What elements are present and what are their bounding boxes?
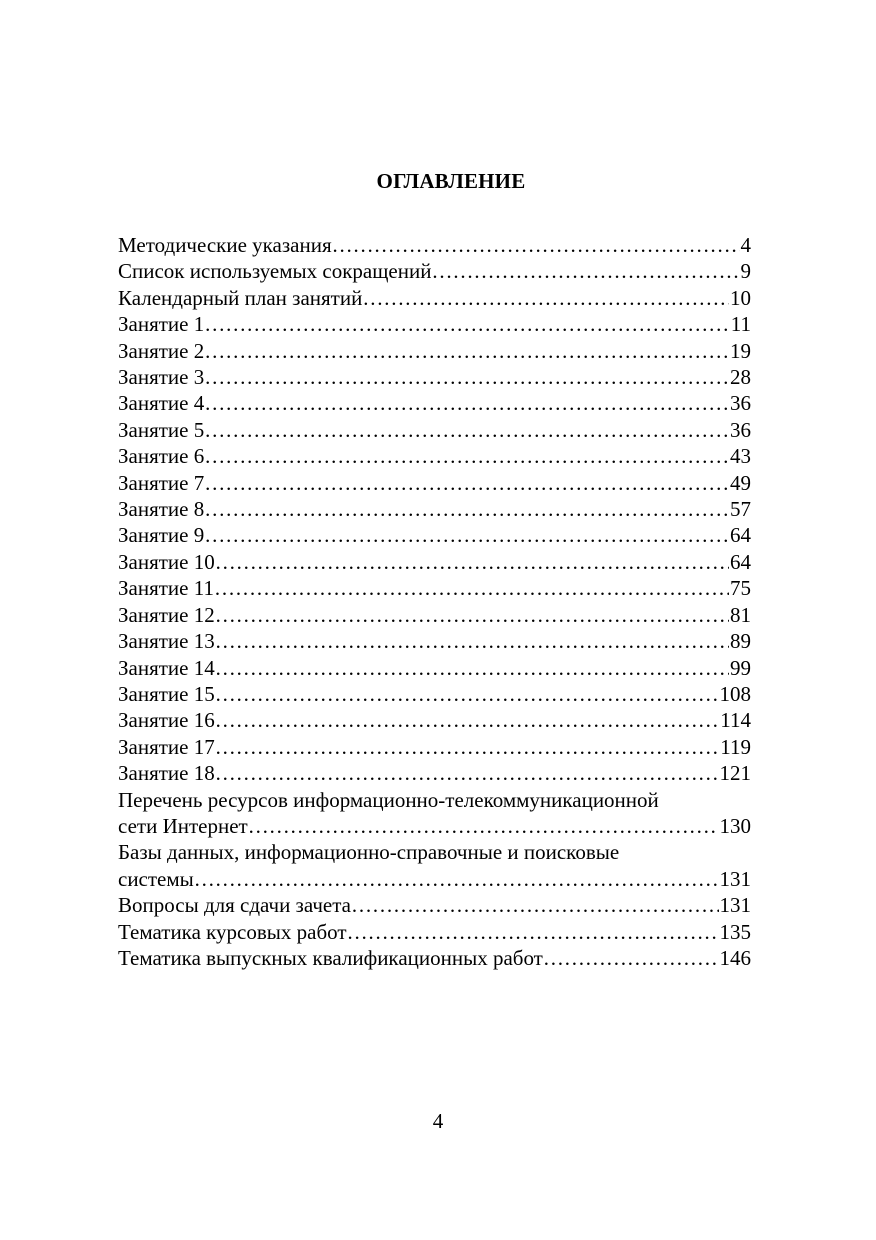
page-title: ОГЛАВЛЕНИЕ [376, 169, 526, 194]
toc-dot-leader [214, 575, 729, 601]
toc-entry-title: Занятие 13 [118, 629, 215, 654]
toc-entry-line [118, 628, 751, 654]
toc-entry-title: системы [118, 866, 194, 891]
toc-entry-title-line1: Перечень ресурсов информационно-телекоммуникационной [118, 787, 659, 812]
toc-entry[interactable] [118, 364, 751, 390]
toc-dot-leader [204, 364, 729, 390]
toc-entry-page: 146 [719, 945, 751, 970]
toc-entry-title: Занятие 15 [118, 681, 215, 706]
toc-dot-leader [543, 945, 719, 971]
toc-entry[interactable] [118, 285, 751, 311]
toc-entry-page: 49 [730, 470, 751, 495]
toc-dot-leader [204, 417, 729, 443]
toc-entry[interactable] [118, 919, 751, 945]
toc-entry-line [118, 258, 751, 284]
toc-entry-page: 36 [730, 391, 751, 416]
toc-entry-title: Занятие 10 [118, 549, 215, 574]
toc-entry-line [118, 522, 751, 548]
toc-entry[interactable] [118, 232, 751, 258]
table-of-contents [118, 232, 751, 971]
toc-entry[interactable] [118, 390, 751, 416]
toc-entry-line [118, 734, 751, 760]
toc-entry-title: Занятие 17 [118, 734, 215, 759]
toc-entry-page: 135 [719, 919, 751, 944]
toc-entry[interactable] [118, 522, 751, 548]
toc-entry-title: сети Интернет [118, 813, 248, 838]
toc-entry-page: 131 [719, 866, 751, 891]
toc-entry-title: Тематика выпускных квалификационных работ [118, 945, 543, 970]
toc-entry[interactable] [118, 496, 751, 522]
toc-entry-title: Занятие 8 [118, 497, 205, 522]
toc-dot-leader [204, 470, 729, 496]
toc-entry-page: 108 [719, 681, 751, 706]
toc-entry-title: Занятие 6 [118, 444, 205, 469]
toc-entry-title: Занятие 1 [118, 312, 205, 337]
toc-dot-leader [215, 681, 719, 707]
toc-dot-leader [215, 707, 720, 733]
toc-entry-page: 64 [730, 523, 751, 548]
toc-entry-line [118, 470, 751, 496]
toc-dot-leader [204, 522, 729, 548]
toc-entry-line [118, 417, 751, 443]
toc-entry-title: Занятие 5 [118, 417, 205, 442]
toc-entry-title: Занятие 11 [118, 576, 214, 601]
toc-entry[interactable] [118, 945, 751, 971]
toc-entry-title: Занятие 9 [118, 523, 205, 548]
toc-dot-leader [431, 258, 739, 284]
toc-dot-leader [204, 443, 729, 469]
toc-entry-line [118, 892, 751, 918]
toc-entry-page: 43 [730, 444, 751, 469]
toc-entry-title: Занятие 18 [118, 761, 215, 786]
toc-entry-page: 10 [730, 285, 751, 310]
toc-dot-leader [248, 813, 719, 839]
toc-entry[interactable] [118, 338, 751, 364]
toc-dot-leader [215, 655, 729, 681]
toc-entry[interactable] [118, 470, 751, 496]
toc-entry-page: 99 [730, 655, 751, 680]
toc-entry-page: 28 [730, 365, 751, 390]
toc-dot-leader [215, 628, 729, 654]
toc-entry-page: 64 [730, 549, 751, 574]
toc-entry-line [118, 575, 751, 601]
toc-entry-title: Тематика курсовых работ [118, 919, 347, 944]
toc-entry-title: Календарный план занятий [118, 285, 363, 310]
toc-entry[interactable] [118, 258, 751, 284]
toc-dot-leader [215, 734, 720, 760]
toc-entry[interactable] [118, 681, 751, 707]
toc-entry[interactable] [118, 707, 751, 733]
toc-entry-page: 89 [730, 629, 751, 654]
toc-entry-page: 131 [719, 893, 751, 918]
toc-entry-line [118, 285, 751, 311]
toc-dot-leader [215, 602, 729, 628]
toc-dot-leader [215, 549, 729, 575]
toc-dot-leader [204, 390, 729, 416]
toc-entry-page: 11 [730, 312, 751, 337]
toc-entry[interactable] [118, 787, 751, 840]
toc-entry[interactable] [118, 760, 751, 786]
toc-entry-page: 9 [740, 259, 751, 284]
toc-entry[interactable] [118, 892, 751, 918]
toc-entry-line [118, 760, 751, 786]
toc-dot-leader [332, 232, 740, 258]
toc-entry-line [118, 443, 751, 469]
toc-entry-title: Занятие 2 [118, 338, 205, 363]
toc-entry-page: 36 [730, 417, 751, 442]
toc-dot-leader [204, 338, 729, 364]
toc-dot-leader [215, 760, 719, 786]
toc-entry-line [118, 866, 751, 892]
toc-entry[interactable] [118, 839, 751, 892]
toc-entry-line [118, 602, 751, 628]
toc-entry[interactable] [118, 734, 751, 760]
toc-entry-line [118, 390, 751, 416]
toc-entry-title: Методические указания [118, 233, 332, 257]
toc-entry-page: 121 [719, 761, 751, 786]
toc-entry-line [118, 496, 751, 522]
toc-dot-leader [204, 496, 729, 522]
toc-entry-page: 114 [720, 708, 751, 733]
toc-entry-page: 130 [719, 813, 751, 838]
toc-entry-title: Занятие 16 [118, 708, 215, 733]
toc-entry-page: 57 [730, 497, 751, 522]
toc-entry-page: 81 [730, 602, 751, 627]
toc-dot-leader [347, 919, 719, 945]
toc-entry[interactable] [118, 443, 751, 469]
toc-entry-title: Занятие 4 [118, 391, 205, 416]
toc-entry-line [118, 655, 751, 681]
toc-entry[interactable] [118, 628, 751, 654]
toc-entry-title: Список используемых сокращений [118, 259, 432, 284]
toc-entry-page: 19 [730, 338, 751, 363]
toc-dot-leader [194, 866, 719, 892]
toc-entry-line [118, 681, 751, 707]
toc-entry-title: Занятие 14 [118, 655, 215, 680]
toc-dot-leader [204, 311, 730, 337]
toc-entry[interactable] [118, 655, 751, 681]
toc-entry[interactable] [118, 549, 751, 575]
page-number: 4 [432, 1109, 444, 1133]
toc-entry-title-line1: Базы данных, информационно-справочные и поисковые [118, 840, 620, 865]
toc-entry-line [118, 311, 751, 337]
toc-entry-page: 4 [740, 233, 751, 257]
toc-entry[interactable] [118, 602, 751, 628]
toc-entry[interactable] [118, 575, 751, 601]
toc-entry-line [118, 945, 751, 971]
toc-entry-line [118, 232, 751, 258]
toc-entry-title: Занятие 12 [118, 602, 215, 627]
toc-entry-page: 75 [730, 576, 751, 601]
toc-entry-line [118, 707, 751, 733]
toc-entry-line [118, 364, 751, 390]
toc-entry-line [118, 919, 751, 945]
toc-entry-line [118, 338, 751, 364]
toc-entry[interactable] [118, 311, 751, 337]
toc-entry-page: 119 [720, 734, 751, 759]
toc-entry-title: Занятие 3 [118, 365, 205, 390]
toc-entry[interactable] [118, 417, 751, 443]
toc-dot-leader [362, 285, 729, 311]
toc-dot-leader [351, 892, 719, 918]
toc-entry-title: Занятие 7 [118, 470, 205, 495]
toc-entry-line [118, 813, 751, 839]
toc-entry-line [118, 549, 751, 575]
toc-entry-title: Вопросы для сдачи зачета [118, 893, 351, 918]
